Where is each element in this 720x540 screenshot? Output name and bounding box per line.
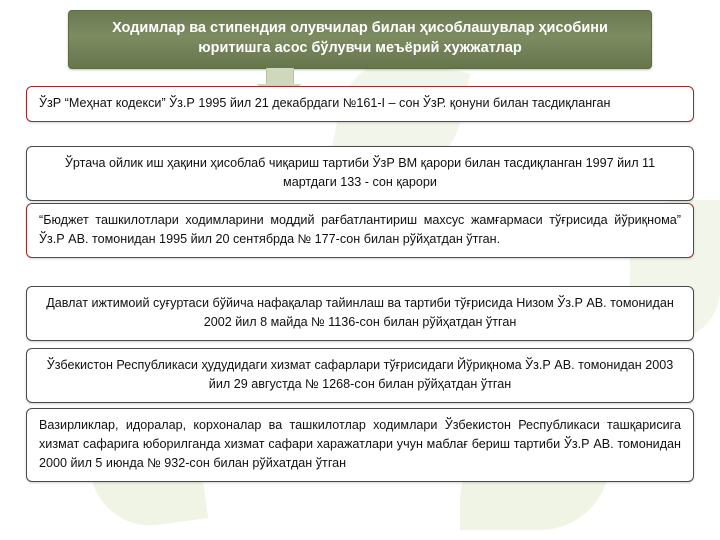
document-box-2: Ўртача ойлик иш ҳақини ҳисоблаб чиқариш тартиби ЎзР ВМ қарори билан тасдиқланган 1997 йил 11 мартдаги 133 - сон қарори [26,146,694,201]
document-box-4: Давлат ижтимоий суғуртаси бўйича нафақалар тайинлаш ва тартиби тўғрисида Низом Ўз.Р АВ. томонидан 2002 йил 8 майда № 1136-сон билан рўйҳатдан ўтган [26,286,694,341]
document-box-6: Вазирликлар, идоралар, корхоналар ва ташкилотлар ходимлари Ўзбекистон Республикаси ташқарисига хизмат сафарига юборилганда хизмат сафари харажатлари учун маблағ бериш тартиби Ўз.Р АВ. томонидан 2000 йил 5 июнда № 932-сон билан рўйхатдан ўтган [26,408,694,482]
document-box-3: “Бюджет ташкилотлари ходимларини моддий рағбатлантириш махсус жамғармаси тўғрисида йўриқнома” Ўз.Р АВ. томонидан 1995 йил 20 сентябрда № 177-сон билан рўйҳатдан ўтган. [26,203,694,258]
document-box-5: Ўзбекистон Республикаси ҳудудидаги хизмат сафарлари тўғрисидаги Йўриқнома Ўз.Р АВ. томонидан 2003 йил 29 августда № 1268-сон билан рўйҳатдан ўтган [26,348,694,403]
slide-title-banner [68,10,652,69]
slide-title-line-1: Ходимлар ва стипендия олувчилар билан ҳисоблашувлар ҳисобини [112,20,608,36]
document-box-1: ЎзР “Меҳнат кодекси” Ўз.Р 1995 йил 21 декабрдаги №161-I – сон ЎзР. қонуни билан тасдиқланган [26,86,694,122]
slide-title-line-2: юритишга асос бўлувчи меъёрий хужжатлар [198,39,522,56]
